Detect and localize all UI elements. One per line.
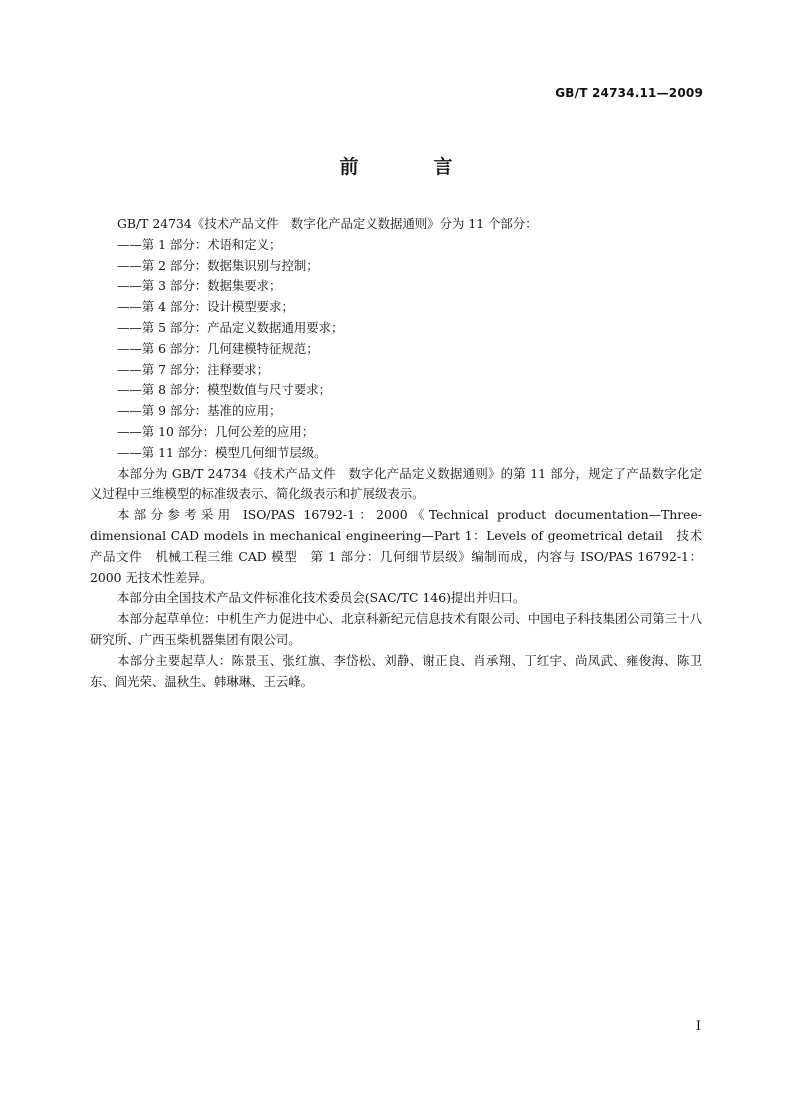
list-item: ——第 9 部分：基准的应用； bbox=[117, 403, 282, 419]
list-item: ——第 7 部分：注释要求； bbox=[117, 361, 270, 377]
list-item: ——第 11 部分：模型几何细节层级。 bbox=[117, 444, 327, 460]
intro-paragraph: GB/T 24734《技术产品文件 数字化产品定义数据通则》分为 11 个部分： bbox=[117, 216, 538, 231]
list-item: ——第 8 部分：模型数值与尺寸要求； bbox=[117, 382, 332, 398]
committee-paragraph: 本部分由全国技术产品文件标准化技术委员会(SAC/TC 146)提出并归口。 bbox=[117, 590, 526, 606]
list-item: ——第 5 部分：产品定义数据通用要求； bbox=[117, 319, 344, 335]
list-item: ——第 4 部分：设计模型要求； bbox=[117, 299, 294, 315]
standard-code: GB/T 24734.11—2009 bbox=[555, 86, 703, 100]
list-item: ——第 2 部分：数据集识别与控制； bbox=[117, 257, 319, 273]
drafting-units-paragraph: 本部分起草单位：中机生产力促进中心、北京科新纪元信息技术有限公司、中国电子科技集团公司第三十八研究所、广西玉柴机器集团有限公司。 bbox=[90, 611, 702, 647]
list-item: ——第 6 部分：几何建模特征规范； bbox=[117, 340, 319, 356]
reference-paragraph: 本部分参考采用 ISO/PAS 16792-1：2000《Technical product documentation—Three-dimensional CAD models in mechanical engineering—Part 1：Levels of geometrical detail 技术产品文件 机械工程三维 CAD 模型 第 1 部分：几何细节层级》编制而成，内容与 ISO/PAS 16792-1：2000 无技术性差异。 bbox=[90, 507, 702, 585]
scope-paragraph: 本部分为 GB/T 24734《技术产品文件 数字化产品定义数据通则》的第 11 部分，规定了产品数字化定义过程中三维模型的标准级表示、简化级表示和扩展级表示。 bbox=[90, 465, 702, 502]
page-title: 前 言 bbox=[339, 156, 481, 178]
drafters-paragraph: 本部分主要起草人：陈景玉、张红旗、李岱松、刘静、谢正良、肖承翔、丁红宇、尚凤武、雍俊海、陈卫东、阎光荣、温秋生、韩琳琳、王云峰。 bbox=[90, 652, 702, 689]
page-number: I bbox=[695, 1019, 701, 1034]
document-body bbox=[90, 214, 702, 692]
list-item: ——第 10 部分：几何公差的应用； bbox=[117, 423, 315, 439]
parts-list bbox=[90, 235, 702, 464]
list-item: ——第 1 部分：术语和定义； bbox=[117, 236, 282, 252]
list-item: ——第 3 部分：数据集要求； bbox=[117, 278, 282, 294]
